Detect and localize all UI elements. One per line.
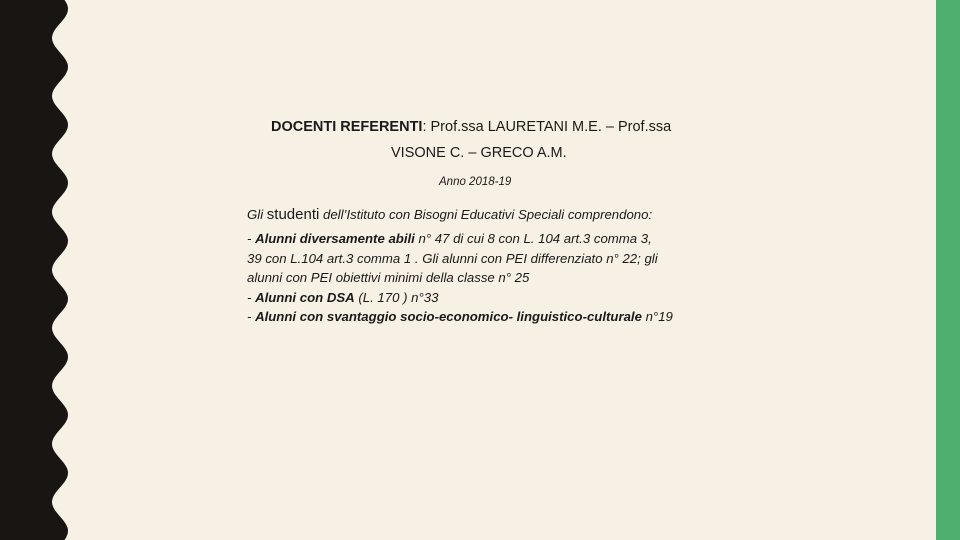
heading-names: : Prof.ssa LAURETANI M.E. – Prof.ssa — [422, 119, 672, 135]
intro-line — [247, 206, 652, 223]
item-dash: - — [247, 309, 256, 324]
item-disabili-line-3: alunni con PEI obiettivi minimi della classe n° 25 — [247, 270, 530, 285]
item-svantaggio-text: n°19 — [641, 309, 673, 324]
item-svantaggio-label: Alunni con svantaggio socio-economico- linguistico-culturale — [255, 309, 642, 324]
heading-label: DOCENTI REFERENTI — [271, 119, 423, 135]
intro-prefix: Gli — [247, 207, 267, 222]
item-svantaggio — [247, 309, 673, 324]
wave-shape — [0, 0, 68, 540]
item-dsa-text: (L. 170 ) n°33 — [354, 290, 439, 305]
intro-emph: studenti — [266, 206, 320, 223]
item-dash: - — [247, 231, 256, 246]
heading-line-1 — [271, 119, 671, 135]
item-dash: - — [247, 290, 256, 305]
item-disabili-text: n° 47 di cui 8 con L. 104 art.3 comma 3, — [414, 231, 652, 246]
school-year: Anno 2018-19 — [439, 176, 512, 188]
item-disabili-label: Alunni diversamente abili — [255, 231, 415, 246]
item-dsa — [247, 290, 438, 305]
intro-rest: dell’Istituto con Bisogni Educativi Speciali comprendono: — [319, 207, 653, 222]
wavy-edge-decoration — [0, 0, 80, 540]
item-disabili-line-1 — [247, 231, 652, 246]
item-disabili-line-2: 39 con L.104 art.3 comma 1 . Gli alunni con PEI differenziato n° 22; gli — [247, 251, 658, 266]
heading-line-2: VISONE C. – GRECO A.M. — [391, 145, 567, 161]
accent-bar — [936, 0, 960, 540]
item-dsa-label: Alunni con DSA — [255, 290, 355, 305]
